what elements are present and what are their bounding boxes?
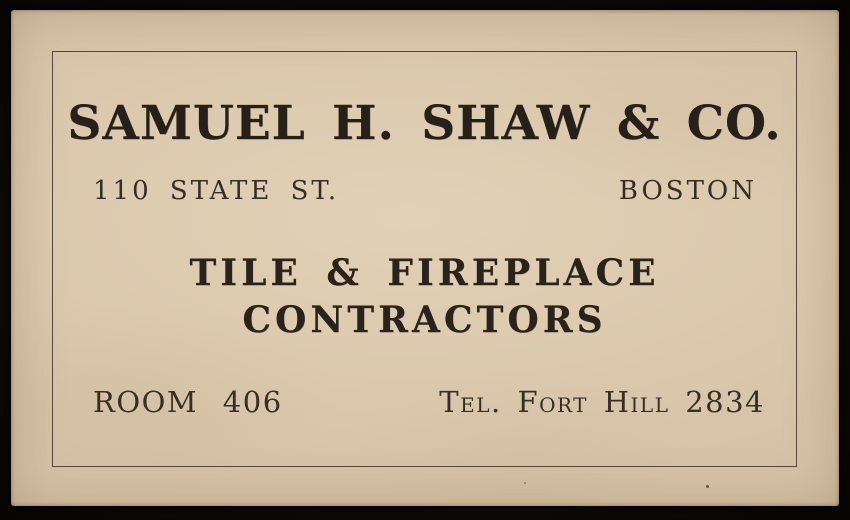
company-name: SAMUEL H. SHAW & CO. [67, 96, 782, 151]
street-address: 110 STATE ST. [93, 176, 340, 206]
business-type-line2: CONTRACTORS [242, 299, 607, 341]
business-card [11, 10, 839, 506]
contact-row [53, 385, 796, 419]
address-row [53, 178, 796, 204]
city-name: BOSTON [618, 176, 757, 206]
paper-speck [524, 482, 526, 484]
card-border-frame [52, 51, 797, 467]
business-type-line1: TILE & FIREPLACE [189, 252, 660, 294]
telephone-number: Tel. Fort Hill 2834 [439, 385, 765, 419]
paper-speck [706, 485, 709, 488]
room-number: ROOM 406 [93, 385, 283, 419]
